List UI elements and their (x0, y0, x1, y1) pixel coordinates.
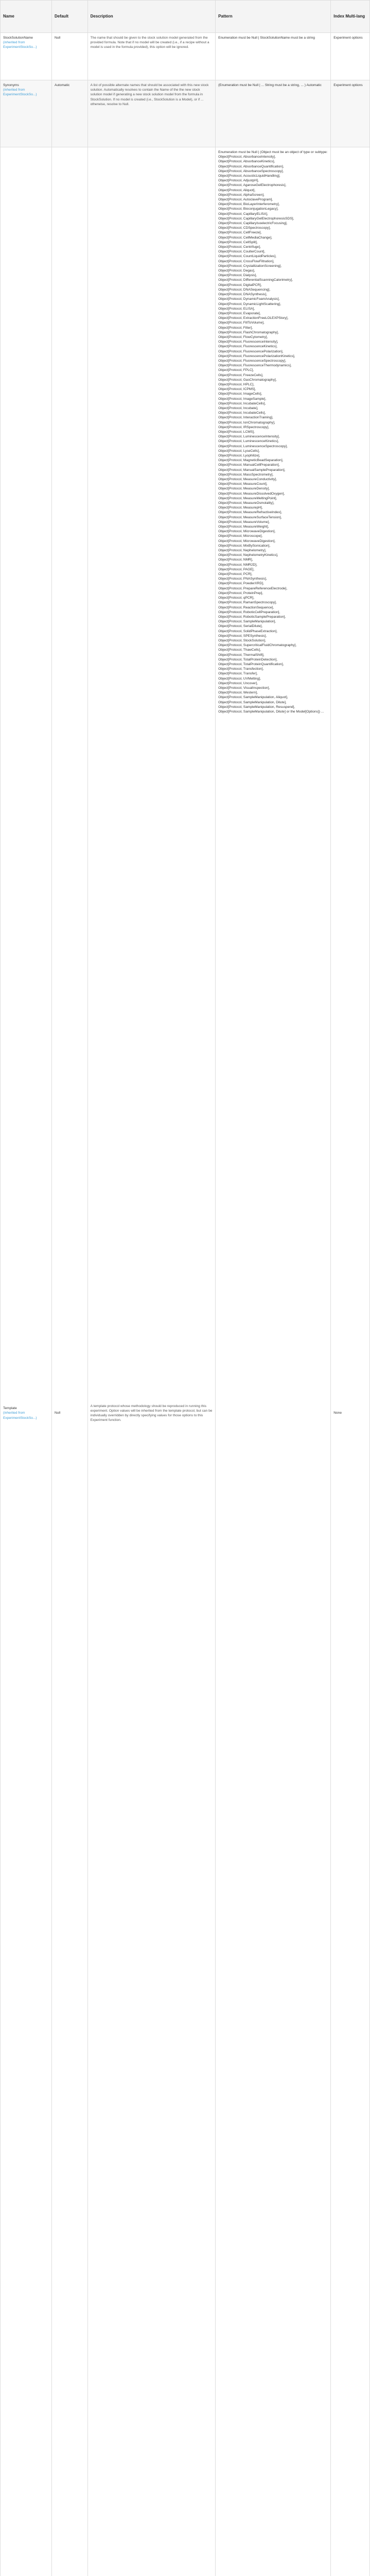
option-inherited-link[interactable]: (inherited from ExperimentStockSo...) (3, 88, 37, 97)
pattern-item: Object[Protocol, Transfection], (218, 667, 264, 671)
header-pattern: Pattern (216, 1, 331, 33)
pattern-item: Object[Protocol, SampleManipulation, Dilute] or the Model[Options]) ... (218, 709, 324, 714)
option-name: Template (3, 1406, 17, 1411)
pattern-item: Object[Protocol, IncubateCells], (218, 401, 266, 405)
pattern-item: Object[Protocol, MeasureVolume], (218, 520, 270, 524)
cell-description: A template protocol whose methodology should be reproduced in running this experiment. Option values will be inherited from the template protocol, but can be individually overridden by directly specifying values for those options to this Experiment function. (87, 147, 215, 2576)
header-default: Default (51, 1, 87, 33)
pattern-item: Object[Protocol, Filter], (218, 326, 253, 330)
pattern-item: Object[Protocol, CapillaryELISA], (218, 212, 268, 216)
pattern-item: Object[Protocol, MeasureRefractiveIndex], (218, 511, 282, 515)
pattern-item: Object[Protocol, ProteinPrep], (218, 591, 263, 595)
pattern-item: Object[Protocol, BioLayerInterferometry], (218, 202, 280, 207)
cell-pattern (216, 33, 331, 80)
header-description: Description (87, 1, 215, 33)
pattern-list (218, 83, 328, 88)
pattern-item: Object[Protocol, NMR2D], (218, 563, 257, 567)
pattern-item: Object[Protocol, CapillaryIsoelectricFocusing], (218, 222, 288, 226)
pattern-item: Object[Protocol, FluorescenceThermodynamics], (218, 364, 292, 368)
pattern-item: Object[Protocol, SPESynthesis], (218, 634, 267, 638)
pattern-item: Object[Protocol, LCMS], (218, 430, 255, 434)
pattern-item: Object[Protocol, FreezeCells], (218, 373, 263, 377)
pattern-item: Object[Protocol, DynamicLightScattering], (218, 302, 281, 306)
cell-name (1, 147, 52, 2576)
pattern-item: Object[Protocol, Western], (218, 691, 258, 695)
pattern-list (218, 36, 328, 40)
pattern-item: Object[Protocol, InteractionTraining], (218, 416, 273, 420)
pattern-item: Object[Protocol, AdjustpH], (218, 179, 259, 183)
pattern-item: Object[Protocol, SampleManipulation, Dilute], (218, 700, 287, 704)
pattern-item: Object[Protocol, Nephelometry], (218, 549, 267, 553)
pattern-item: Object[Protocol, FlowCytometry], (218, 335, 268, 339)
option-name: StockSolutionName (3, 36, 33, 40)
pattern-item: Object[Protocol, Evaporate], (218, 311, 261, 315)
pattern-item: Object[Protocol, SupercriticalFluidChromatography], (218, 643, 297, 648)
pattern-item: Object[Protocol, AutoclaveProgram], (218, 198, 273, 202)
pattern-list (218, 155, 328, 714)
cell-name (1, 33, 52, 80)
pattern-item: Object[Protocol, ImageSample], (218, 397, 267, 401)
pattern-item: Object[Protocol, SerialDilute], (218, 624, 263, 629)
pattern-item: Object[Protocol, HPLC], (218, 382, 255, 386)
pattern-item: Object[Protocol, DigitalPCR], (218, 283, 262, 287)
pattern-item: Object[Protocol, IonChromatography], (218, 420, 275, 425)
pattern-item: Object[Protocol, DNASequencing], (218, 287, 271, 292)
pattern-item: Object[Protocol, FPLC], (218, 368, 254, 372)
pattern-item: Object[Protocol, Microscope], (218, 534, 263, 538)
pattern-item: Object[Protocol, PrepareReferenceElectrode], (218, 586, 288, 590)
cell-pattern (216, 147, 331, 2576)
cell-index: Experiment options (331, 80, 370, 147)
pattern-item: Object[Protocol, CapillaryGelElectrophoresisSDS], (218, 216, 294, 221)
table-row (1, 80, 370, 147)
pattern-item: Object[Protocol, LuminescenceKinetics], (218, 439, 279, 444)
pattern-item: Object[Protocol, CrossFlowFiltration], (218, 259, 274, 263)
pattern-item: Object[Protocol, PNASynthesis], (218, 577, 267, 581)
option-name: Synonyms (3, 83, 19, 87)
pattern-item: Object[Protocol, MeasurepH], (218, 506, 263, 510)
pattern-intro: Enumeration must be Null | (Object must be an object of type or subtype: (218, 150, 328, 154)
pattern-item: Object[Protocol, IncubateCells], (218, 411, 266, 415)
pattern-item: Object[Protocol, FluorescenceIntensity], (218, 340, 278, 344)
pattern-item: Object[Protocol, SampleManipulation], (218, 620, 276, 624)
pattern-item: Object[Protocol, AbsorbanceQuantification], (218, 164, 284, 168)
pattern-item: Object[Protocol, FluorescenceSpectroscopy], (218, 359, 286, 363)
pattern-item: Object[Protocol, CellSplit], (218, 240, 258, 244)
pattern-item: Object[Protocol, Lyophilize], (218, 454, 260, 457)
cell-description: A list of possible alternate names that should be associated with this new stock solution. Automatically resolves to contain the Name of the the new stock solution model if generating a new stock solution model from the formula in StockSolution. If no model is created (i.e., StockSolution is a Model), or if ... otherwise, resolve to Null. (87, 80, 215, 147)
pattern-item: Object[Protocol, MagneticBeadSeparation], (218, 459, 284, 463)
pattern-item: Object[Protocol, NMR], (218, 558, 253, 562)
pattern-item: Object[Protocol, FluorescencePolarizationKinetics], (218, 354, 295, 358)
pattern-item: Object[Protocol, SolidPhaseExtraction], (218, 629, 278, 633)
pattern-item: Object[Protocol, LyseCells], (218, 449, 260, 453)
pattern-item: Object[Protocol, MeasureSurfaceTension], (218, 515, 282, 519)
cell-default: Null (51, 147, 87, 2576)
pattern-item: Object[Protocol, CountLiquidParticles], (218, 255, 276, 259)
pattern-item: Object[Protocol, RamanSpectroscopy], (218, 601, 277, 605)
option-inherited-link[interactable]: (inherited from ExperimentStockSo...) (3, 41, 37, 49)
pattern-item: Object[Protocol, Degas], (218, 269, 255, 273)
pattern-item: Object[Protocol, MixBySonication], (218, 544, 271, 548)
pattern-item: Object[Protocol, IRSpectroscopy], (218, 425, 270, 429)
pattern-item: Object[Protocol, AgaroseGelElectrophoresis], (218, 183, 287, 188)
pattern-item: Object[Protocol, FillToVolume], (218, 321, 265, 325)
pattern-item: Object[Protocol, PowderXRD], (218, 582, 264, 586)
pattern-item: Object[Protocol, ImageCells], (218, 392, 262, 396)
pattern-item: Object[Protocol, AcousticLiquidHandling], (218, 174, 280, 178)
pattern-item: Object[Protocol, MassSpectrometry], (218, 472, 274, 477)
cell-pattern (216, 80, 331, 147)
pattern-item: Object[Protocol, MicrowaveDigestion], (218, 539, 276, 543)
table-row (1, 33, 370, 80)
cell-description: The name that should be given to the stock solution model generated from the provided formula. Note that if no model will be created (i.e., if a recipe without a model is used in the formula provided), this option will be ignored. (87, 33, 215, 80)
pattern-item: Object[Protocol, SampleManipulation, Resuspend], (218, 705, 295, 709)
pattern-item: Object[Protocol, AbsorbanceSpectroscopy], (218, 169, 284, 173)
pattern-item: Object[Protocol, MeasureDensity], (218, 487, 270, 491)
pattern-item: Object[Protocol, CrystallizationScreening], (218, 264, 282, 268)
pattern-item: Object[Protocol, PAGE], (218, 567, 255, 571)
pattern-item: Enumeration must be Null | StockSolutionName must be a string (218, 36, 315, 40)
pattern-item: Object[Protocol, MeasureConductivity], (218, 478, 277, 482)
pattern-item: Object[Protocol, NephelometryKinetics], (218, 553, 278, 557)
pattern-item: Object[Protocol, StockSolution], (218, 638, 266, 642)
pattern-item: Object[Protocol, Centrifuge], (218, 245, 261, 249)
cell-default: Automatic (51, 80, 87, 147)
pattern-item: Object[Protocol, Uncover], (218, 681, 258, 685)
pattern-item: Object[Protocol, qPCR], (218, 596, 255, 600)
pattern-item: Object[Protocol, Incubate], (218, 406, 258, 410)
pattern-item: Object[Protocol, ICPMS], (218, 387, 256, 392)
pattern-item: Object[Protocol, CellFreeze], (218, 231, 262, 235)
cell-index: None (331, 147, 370, 2576)
pattern-item: Object[Protocol, ManualCellPreparation], (218, 463, 280, 467)
pattern-item: Object[Protocol, FluorescenceKinetics], (218, 345, 278, 349)
pattern-item: Object[Protocol, TotalProteinQuantification], (218, 662, 284, 666)
pattern-item: Object[Protocol, Dialysis], (218, 274, 257, 278)
cell-name (1, 80, 52, 147)
pattern-item: Object[Protocol, SampleManipulation, Aliquot], (218, 696, 288, 700)
option-inherited-link[interactable]: (inherited from ExperimentStockSo...) (3, 1411, 37, 1420)
pattern-item: Object[Protocol, PCR], (218, 572, 253, 577)
pattern-item: Object[Protocol, DifferentialScanningCalorimetry], (218, 278, 293, 282)
pattern-item: Object[Protocol, MeasureDissolvedOxygen], (218, 492, 285, 496)
pattern-item: Object[Protocol, Aliquot], (218, 188, 256, 192)
pattern-item: Object[Protocol, MeasureMeltingPoint], (218, 496, 277, 500)
pattern-item: Object[Protocol, CDSpectroscopy], (218, 226, 271, 230)
pattern-item: Object[Protocol, FluorescencePolarization], (218, 349, 284, 353)
pattern-item: Object[Protocol, CoulterCount], (218, 250, 266, 254)
pattern-item: Object[Protocol, DNASynthesis], (218, 293, 267, 297)
pattern-item: Object[Protocol, TotalProteinDetection], (218, 657, 278, 662)
pattern-item: Object[Protocol, AlphaScreen], (218, 193, 265, 197)
header-index: Index Multi-lang (331, 1, 370, 33)
pattern-item: Object[Protocol, MeasureWeight], (218, 525, 269, 529)
pattern-item: Object[Protocol, MeasureOsmolality], (218, 501, 274, 505)
pattern-item: Object[Protocol, RoboticSamplePreparation], (218, 615, 286, 619)
pattern-item: Object[Protocol, RoboticCellPreparation], (218, 610, 280, 614)
pattern-item: Object[Protocol, BioconjugationLegacy], (218, 207, 278, 211)
table-row (1, 147, 370, 2576)
pattern-item: Object[Protocol, CellMediaChange], (218, 235, 272, 240)
header-name: Name (1, 1, 52, 33)
pattern-item: Object[Protocol, LuminescenceIntensity], (218, 435, 280, 439)
pattern-item: Object[Protocol, LuminescenceSpectroscopy], (218, 444, 288, 448)
pattern-item: Object[Protocol, FlashChromatography], (218, 330, 279, 334)
table-header-row (1, 1, 370, 33)
pattern-item: Object[Protocol, VisualInspection], (218, 686, 270, 690)
pattern-item: Object[Protocol, ExtractionFreeLOLEXPStory], (218, 316, 289, 320)
pattern-item: Object[Protocol, ThawCells], (218, 648, 261, 652)
pattern-item: Object[Protocol, GasChromatography], (218, 378, 277, 382)
pattern-item: Object[Protocol, MicrowaveDigestion], (218, 530, 276, 534)
pattern-item: (Enumeration must be Null | ... String must be a string, ... ) Automatic (218, 83, 322, 87)
pattern-item: Object[Protocol, ManualSamplePreparation], (218, 468, 286, 472)
pattern-item: Object[Protocol, AbsorbanceKinetics], (218, 160, 275, 164)
pattern-item: Object[Protocol, MeasureCount], (218, 482, 268, 486)
pattern-item: Object[Protocol, ThermalShift], (218, 653, 265, 657)
pattern-item: Object[Protocol, ELISA], (218, 307, 255, 311)
pattern-item: Object[Protocol, Transfer], (218, 672, 258, 676)
pattern-item: Object[Protocol, UVMelting], (218, 676, 261, 681)
pattern-item: Object[Protocol, AbsorbanceIntensity], (218, 155, 276, 159)
cell-default: Null (51, 33, 87, 80)
cell-index: Experiment options (331, 33, 370, 80)
pattern-item: Object[Protocol, DynamicFoamAnalysis], (218, 297, 280, 301)
pattern-item: Object[Protocol, ReactionSequence], (218, 605, 274, 609)
